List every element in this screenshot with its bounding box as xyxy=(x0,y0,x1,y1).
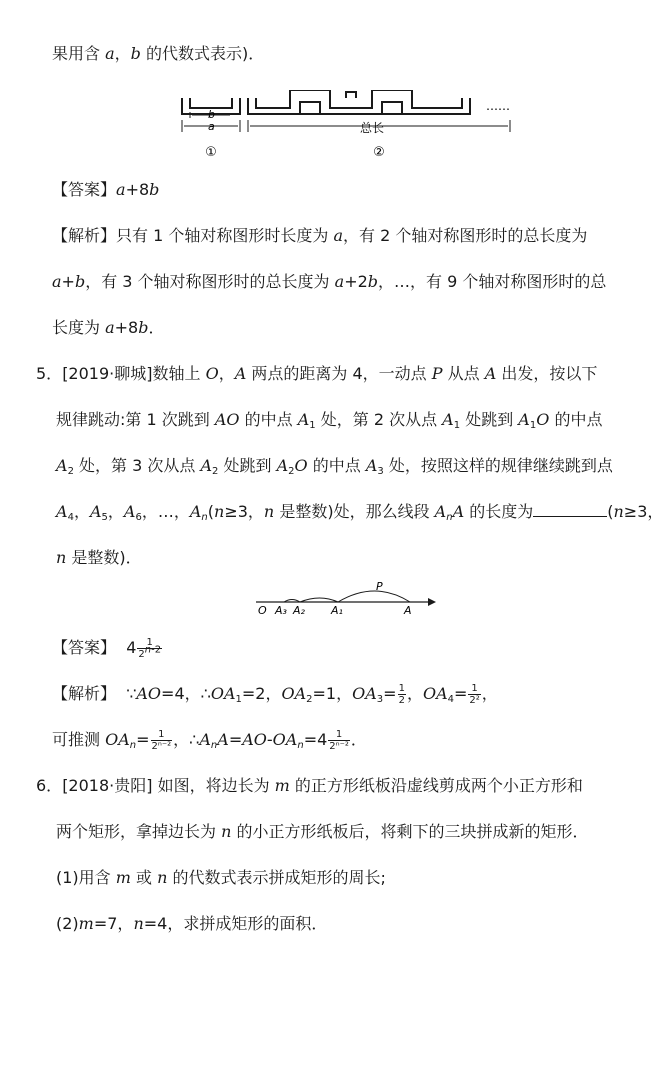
q6-line3: (1)用含 m 或 n 的代数式表示拼成矩形的周长; xyxy=(56,868,386,887)
q5-answer: 【答案】 4 $\frac{1}{2^{n-2}}$ xyxy=(52,637,162,660)
label-b: b xyxy=(208,108,215,121)
q5-line5: n 是整数)． xyxy=(56,548,142,567)
shape-2 xyxy=(248,98,470,114)
point-A3: A₃ xyxy=(275,604,287,617)
q5-analysis-line2: 可推测 $OA_n=$ $\frac{1}{\text{2ⁿ⁻²}}$ ，$\therefore A_nA=AO-OA_n=4$ $\frac{1}{\text{2ⁿ⁻²}}$ ． xyxy=(52,729,367,752)
q5-analysis-line1: 【解析】 ∵AO=4，$\therefore OA_1=2$，$OA_2=1$，$OA_3=$ $\frac{1}{2}$ ，$OA_4=$ $\frac{1}{\text{2²}}$ ， xyxy=(52,683,498,706)
q4-answer: 【答案】a+8b xyxy=(52,180,160,199)
q6-line1: 6．[2018·贵阳] 如图，将边长为 m 的正方形纸板沿虚线剪成两个小正方形和 xyxy=(36,776,583,795)
q6-line2: 两个矩形，拿掉边长为 n 的小正方形纸板后，将剩下的三块拼成新的矩形． xyxy=(56,822,589,841)
q5-line4: $A_4$，$A_5$，$A_6$，…，$A_n(n\ge 3$，n 是整数)处，那么线段 $A_nA$ 的长度为 (n≥3， xyxy=(56,502,664,523)
label-total: 总长 xyxy=(359,121,385,135)
point-A: A xyxy=(404,604,412,617)
answer-blank xyxy=(533,500,607,517)
q6-line4: (2)m=7，n=4，求拼成矩形的面积． xyxy=(56,914,328,933)
q4-analysis-line2: a+b，有 3 个轴对称图形时的总长度为 a+2b，…，有 9 个轴对称图形时的总 xyxy=(52,272,607,291)
figure-symmetric-shapes xyxy=(0,90,671,170)
label-a: a xyxy=(208,120,215,133)
point-A2: A₂ xyxy=(293,604,305,617)
q5-line1: 5．[2019·聊城]数轴上 O，A 两点的距离为 4，一动点 P 从点 A 出发，按以下 xyxy=(36,364,598,383)
point-P: P xyxy=(376,580,383,593)
label-circle-1: ① xyxy=(205,145,217,160)
q5-line3: $A_2$ 处，第 3 次从点 $A_2$ 处跳到 $A_2O$ 的中点 $A_3$ 处，按照这样的规律继续跳到点 xyxy=(56,456,613,477)
point-O: O xyxy=(258,604,267,617)
point-A1: A₁ xyxy=(331,604,343,617)
paragraph-top: 果用含 a，b 的代数式表示)． xyxy=(52,44,265,63)
q4-analysis-line3: 长度为 a+8b． xyxy=(52,318,165,337)
q4-analysis-line1: 【解析】只有 1 个轴对称图形时长度为 a，有 2 个轴对称图形时的总长度为 xyxy=(52,226,588,245)
label-circle-2: ② xyxy=(373,145,385,160)
figure-number-line xyxy=(0,578,671,618)
q5-line2: 规律跳动:第 1 次跳到 AO 的中点 $A_1$ 处，第 2 次从点 $A_1$ 处跳到 $A_1O$ 的中点 xyxy=(56,410,603,431)
dots: …… xyxy=(486,99,510,113)
